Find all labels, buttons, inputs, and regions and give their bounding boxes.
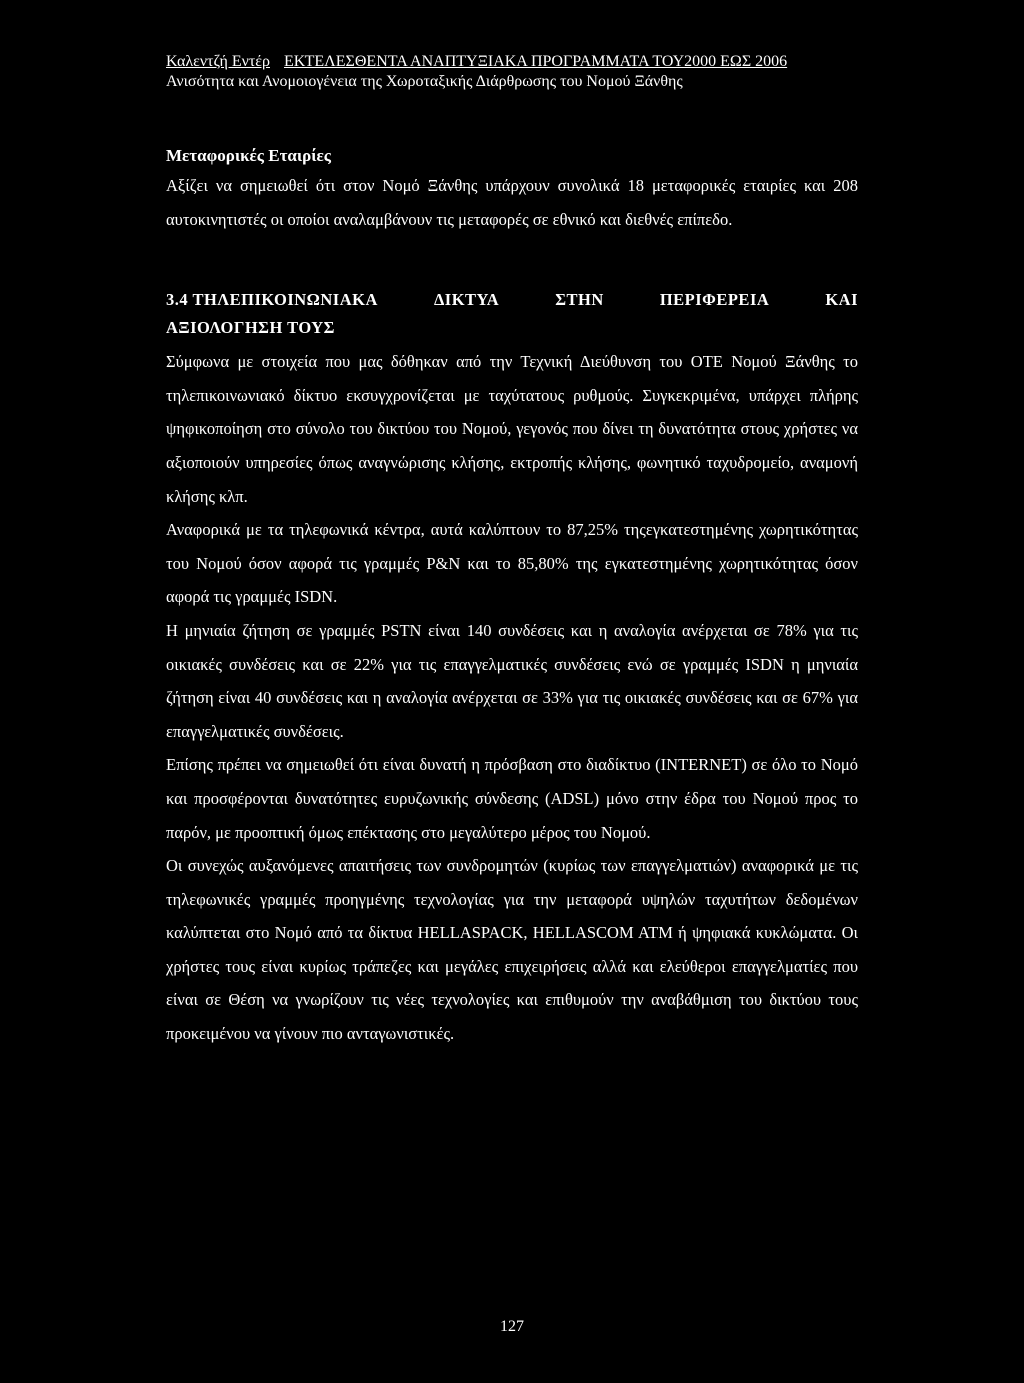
heading-word: ΠΕΡΙΦΕΡΕΙΑ: [659, 290, 770, 310]
telecom-paragraph-4: Επίσης πρέπει να σημειωθεί ότι είναι δυνατή η πρόσβαση στο διαδίκτυο (INTERNET) σε όλο το Νομό και προσφέρονται δυνατότητες ευρυζωνικής σύνδεσης (ADSL) μόνο στην έδρα του Νομού προς το παρόν, με προοπτική όμως επέκτασης στο μεγαλύτερο μέρος του Νομού.: [166, 755, 858, 842]
telecom-paragraph-3: Η μηνιαία ζήτηση σε γραμμές PSTN είναι 140 συνδέσεις και η αναλογία ανέρχεται σε 78% για τις οικιακές συνδέσεις και σε 22% για τις επαγγελματικές συνδέσεις ενώ σε γραμμές ISDN η μηνιαία ζήτηση είναι 40 συνδέσεις και η αναλογία ανέρχεται σε 33% για τις οικιακές συνδέσεις και σε 67% για επαγγελματικές συνδέσεις.: [166, 620, 858, 741]
telecom-paragraph-1: Σύμφωνα με στοιχεία που μας δόθηκαν από την Τεχνική Διεύθυνση του ΟΤΕ Νομού Ξάνθης το τηλεπικοινωνιακό δίκτυο εκσυγχρονίζεται με ταχύτατους ρυθμούς. Συγκεκριμένα, υπάρχει πλήρης ψηφικοποίηση στο σύνολο του δικτύου του Νομού, γεγονός που δίνει τη δυνατότητα στους χρήστες να αξιοποιούν υπηρεσίες όπως αναγνώρισης κλήσης, εκτροπής κλήσης, φωνητικό ταχυδρομείο, αναμονή κλήσης κλπ.: [166, 352, 858, 506]
heading-word: ΔΙΚΤΥΑ: [433, 290, 500, 310]
telecom-paragraph-5: Οι συνεχώς αυξανόμενες απαιτήσεις των συνδρομητών (κυρίως των επαγγελματιών) αναφορικά με τις τηλεφωνικές γραμμές προηγμένης τεχνολογίας για την μεταφορά υψηλών ταχυτήτων δεδομένων καλύπτεται στο Νομό από τα δίκτυα HELLASPACK, HELLASCOM ATM ή ψηφιακά κυκλώματα. Οι χρήστες τους είναι κυρίως τράπεζες και μεγάλες επιχειρήσεις αλλά και ελεύθεροι επαγγελματίες που είναι σε Θέση να γνωρίζουν τις νέες τεχνολογίες και επιθυμούν την αναβάθμιση του δικτύου τους προκειμένου να γίνουν πιο ανταγωνιστικές.: [166, 856, 858, 1044]
section-number: 3.4: [166, 290, 189, 310]
telecom-paragraph-2: Αναφορικά με τα τηλεφωνικά κέντρα, αυτά καλύπτουν το 87,25% τηςεγκατεστημένης χωρητικότητας του Νομού όσον αφορά τις γραμμές Ρ&Ν και το 85,80% της εγκατεστημένης χωρητικότητας όσον αφορά τις γραμμές ISDN.: [166, 520, 858, 607]
heading-word: ΣΤΗΝ: [555, 290, 604, 310]
header-program-title: ΕΚΤΕΛΕΣΘΕΝΤΑ ΑΝΑΠΤΥΞΙΑΚΑ ΠΡΟΓΡΑΜΜΑΤΑ ΤΟΥ2000 ΕΩΣ 2006: [284, 53, 788, 70]
heading-word: ΤΗΛΕΠΙΚΟΙΝΩΝΙΑΚΑ: [192, 290, 378, 310]
header-subtitle: Ανισότητα και Ανομοιογένεια της Χωροταξικής Διάρθρωσης του Νομού Ξάνθης: [166, 73, 683, 90]
transport-section-title: Μεταφορικές Εταιρίες: [166, 146, 331, 165]
telecom-heading-line-2: ΑΞΙΟΛΟΓΗΣΗ ΤΟΥΣ: [166, 318, 335, 338]
telecom-section-heading: [166, 286, 858, 342]
transport-paragraph: Αξίζει να σημειωθεί ότι στον Νομό Ξάνθης υπάρχουν συνολικά 18 μεταφορικές εταιρίες και 208 αυτοκινητιστές οι οποίοι αναλαμβάνουν τις μεταφορές σε εθνικό και διεθνές επίπεδο.: [166, 176, 858, 229]
header-author: Καλεντζή Εντέρ: [166, 53, 270, 70]
heading-number-word: [166, 286, 378, 314]
heading-word: ΚΑΙ: [825, 290, 858, 310]
running-header: [166, 52, 858, 72]
page-number: 127: [500, 1318, 524, 1335]
document-page: [166, 52, 858, 1051]
telecom-heading-line-1: [166, 286, 858, 314]
